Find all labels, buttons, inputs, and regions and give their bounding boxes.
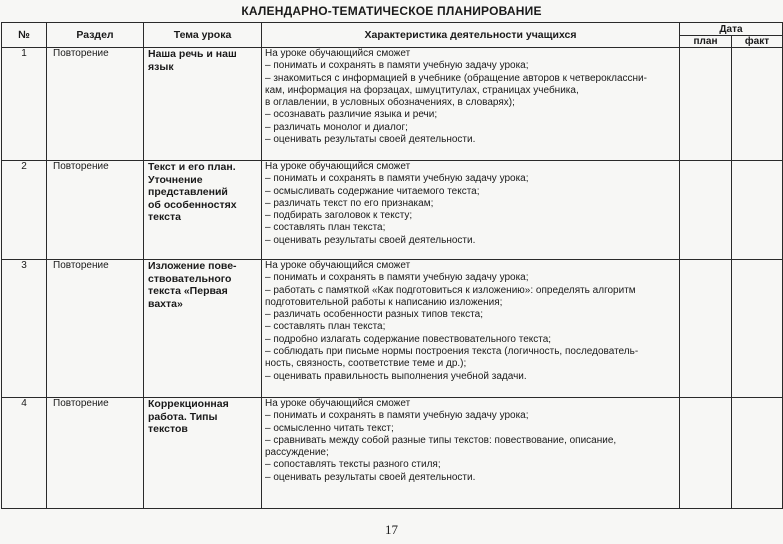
header-section: Раздел [47, 23, 144, 48]
plan-date-cell [680, 260, 732, 398]
topic-cell [144, 398, 262, 509]
row-number: 1 [2, 48, 47, 161]
characteristic-line: – понимать и сохранять в памяти учебную задачу урока; [265, 410, 529, 422]
characteristic-line: кам, информация на форзацах, шмуцтитулах, страницах учебника, [265, 84, 579, 96]
table-row [2, 260, 783, 398]
characteristic-line: – различать монолог и диалог; [265, 121, 408, 133]
plan-date-cell [680, 48, 732, 161]
row-number: 4 [2, 398, 47, 509]
characteristics-cell [262, 398, 680, 509]
characteristic-line: – понимать и сохранять в памяти учебную задачу урока; [265, 272, 529, 284]
characteristic-line: – понимать и сохранять в памяти учебную задачу урока; [265, 173, 529, 185]
topic-line: язык [148, 60, 174, 73]
plan-date-cell [680, 161, 732, 260]
characteristic-line: На уроке обучающийся сможет [265, 260, 411, 271]
characteristic-line: в оглавлении, в условных обозначениях, в словарях); [265, 97, 515, 109]
characteristics-cell [262, 48, 680, 161]
fact-date-cell [732, 260, 783, 398]
topic-line: представлений [148, 186, 228, 199]
table-row [2, 48, 783, 161]
characteristic-line: – сопоставлять тексты разного стиля; [265, 459, 441, 471]
topic-line: работа. Типы [148, 410, 218, 423]
topic-line: текстов [148, 423, 188, 436]
characteristic-line: – осмысливать содержание читаемого текста; [265, 185, 480, 197]
characteristic-line: – знакомиться с информацией в учебнике (обращение авторов к четвероклассни- [265, 72, 647, 84]
header-characteristics: Характеристика деятельности учащихся [262, 23, 680, 48]
characteristic-line: На уроке обучающийся сможет [265, 48, 411, 59]
topic-cell [144, 161, 262, 260]
fact-date-cell [732, 398, 783, 509]
fact-date-cell [732, 161, 783, 260]
topic-line: текста [148, 211, 181, 224]
characteristic-line: подготовительной работы к написанию изложения; [265, 296, 503, 308]
characteristic-line: На уроке обучающийся сможет [265, 161, 411, 172]
table-row [2, 161, 783, 260]
section-cell: Повторение [47, 161, 144, 260]
header-num: № [2, 23, 47, 48]
characteristics-cell [262, 260, 680, 398]
characteristics-cell [262, 161, 680, 260]
characteristic-line: рассуждение; [265, 447, 329, 459]
characteristic-line: На уроке обучающийся сможет [265, 398, 411, 409]
topic-line: текста «Первая [148, 285, 228, 298]
topic-line: вахта» [148, 297, 183, 310]
characteristic-line: – различать текст по его признакам; [265, 197, 434, 209]
plan-date-cell [680, 398, 732, 509]
header-date: Дата [680, 23, 783, 36]
characteristic-line: – подбирать заголовок к тексту; [265, 210, 413, 222]
planning-table [1, 22, 783, 509]
characteristic-line: – оценивать результаты своей деятельности. [265, 471, 476, 483]
topic-line: Изложение пове- [148, 260, 237, 272]
row-number: 2 [2, 161, 47, 260]
topic-line: Текст и его план. [148, 161, 236, 173]
characteristic-line: – различать особенности разных типов текста; [265, 309, 483, 321]
characteristic-line: – работать с памяткой «Как подготовиться к изложению»: определять алгоритм [265, 284, 636, 296]
header-topic: Тема урока [144, 23, 262, 48]
characteristic-line: – осознавать различие языка и речи; [265, 109, 438, 121]
row-number: 3 [2, 260, 47, 398]
topic-cell [144, 260, 262, 398]
characteristic-line: – подробно излагать содержание повествовательного текста; [265, 333, 552, 345]
table-row [2, 398, 783, 509]
topic-line: Коррекционная [148, 398, 229, 410]
topic-line: Наша речь и наш [148, 48, 237, 60]
header-plan: план [680, 36, 732, 48]
section-cell: Повторение [47, 260, 144, 398]
topic-line: ствовательного [148, 272, 232, 285]
page-title: КАЛЕНДАРНО-ТЕМАТИЧЕСКОЕ ПЛАНИРОВАНИЕ [241, 4, 542, 18]
topic-line: об особенностях [148, 198, 237, 211]
topic-line: Уточнение [148, 173, 203, 186]
topic-cell [144, 48, 262, 161]
characteristic-line: – составлять план текста; [265, 222, 386, 234]
characteristic-line: – оценивать результаты своей деятельности. [265, 134, 476, 146]
characteristic-line: – сравнивать между собой разные типы текстов: повествование, описание, [265, 434, 617, 446]
section-cell: Повторение [47, 48, 144, 161]
characteristic-line: ность, связность, соответствие теме и др.); [265, 358, 467, 370]
characteristic-line: – оценивать результаты своей деятельности. [265, 234, 476, 246]
characteristic-line: – понимать и сохранять в памяти учебную задачу урока; [265, 60, 529, 72]
characteristic-line: – составлять план текста; [265, 321, 386, 333]
characteristic-line: – оценивать правильность выполнения учебной задачи. [265, 370, 527, 382]
page-number: 17 [385, 522, 398, 537]
characteristic-line: – соблюдать при письме нормы построения текста (логичность, последователь- [265, 346, 639, 358]
characteristic-line: – осмысленно читать текст; [265, 422, 394, 434]
fact-date-cell [732, 48, 783, 161]
section-cell: Повторение [47, 398, 144, 509]
header-fact: факт [732, 36, 783, 48]
